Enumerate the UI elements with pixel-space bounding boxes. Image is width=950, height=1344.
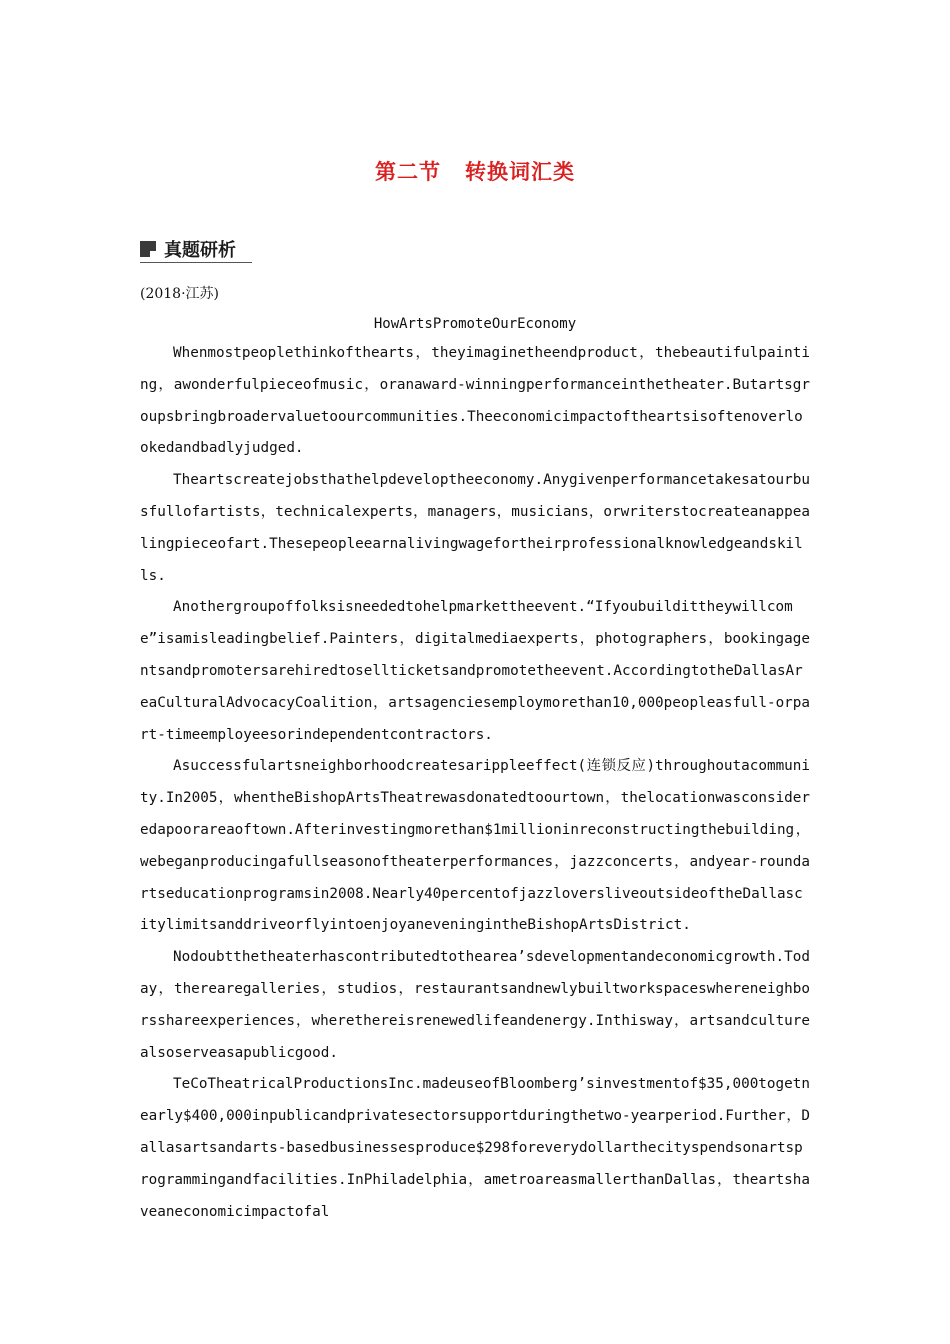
paragraph-5: Nodoubtthetheaterhascontributedtothearea’sdevelopmentandeconomicgrowth.Today，therearegalleries，studios，restaurantsandnewlybuiltworkspaceswhereneighborsshareexperiences，wherethereisrenewedlifeandenergy.Inthisway，artsandculturealsoserveasapublicgood. — [140, 949, 810, 1061]
exam-source: (2018·江苏) — [140, 286, 220, 302]
section-heading — [140, 236, 252, 263]
paragraph-4: Asuccessfulartsneighborhoodcreatesarippleeffect(连锁反应)throughoutacommunity.In2005，whentheBishopArtsTheatrewasdonatedtoourtown，thelocationwasconsideredapoorareaoftown.Afterinvestingmorethan$1millioninreconstructingthebuilding，webeganproducingafullseasonoftheaterperformances，jazzconcerts，andyear-roundartseducationprogramsin2008.Nearly40percentofjazzloversliveoutsideoftheDallascitylimitsanddriveorflyintoenjoyaneveningintheBishopArtsDistrict. — [140, 758, 810, 934]
title-section-number: 第二节 — [375, 160, 441, 184]
section-square-icon-notch — [150, 251, 156, 257]
paragraph-1: Whenmostpeoplethinkofthearts，theyimaginetheendproduct，thebeautifulpainting，awonderfulpieceofmusic，oranaward-winningperformanceinthetheater.Butartsgroupsbringbroadervaluetoourcommunities.Theeconomicimpactoftheartsisoftenoverlookedandbadlyjudged. — [140, 345, 810, 457]
paragraph-3: Anothergroupoffolksisneededtohelpmarkettheevent.“Ifyoubuildittheywillcome”isamisleadingbelief.Painters，digitalmediaexperts，photographers，bookingagentsandpromotersarehiredtosellticketsandpromotetheevent.AccordingtotheDallasAreaCulturalAdvocacyCoalition，artsagenciesemploymorethan10,000peopleasfull-orpart-timeemployeesorindependentcontractors. — [140, 599, 810, 743]
page-title — [0, 156, 950, 186]
paragraph-2: Theartscreatejobsthathelpdeveloptheeconomy.Anygivenperformancetakesatourbusfullofartists，technicalexperts，managers，musicians，orwriterstocreateanappealingpieceofart.Thesepeopleearnalivingwagefortheirprofessionalknowledgeandskills. — [140, 472, 810, 584]
paragraph-6: TeCoTheatricalProductionsInc.madeuseofBloomberg’sinvestmentof$35,000togetnearly$400,000inpublicandprivatesectorsupportduringthetwo-yearperiod.Further，Dallasartsandarts-basedbusinessesproduce$298foreverydollarthecityspendsonartsprogrammingandfacilities.InPhiladelphia，ametroareasmallerthanDallas，theartshaveaneconomicimpactofal — [140, 1076, 810, 1220]
title-section-name: 转换词汇类 — [465, 160, 575, 184]
section-square-icon — [140, 241, 156, 257]
section-label: 真题研析 — [164, 240, 236, 261]
article-body — [140, 338, 810, 1228]
article-title: HowArtsPromoteOurEconomy — [373, 316, 577, 332]
